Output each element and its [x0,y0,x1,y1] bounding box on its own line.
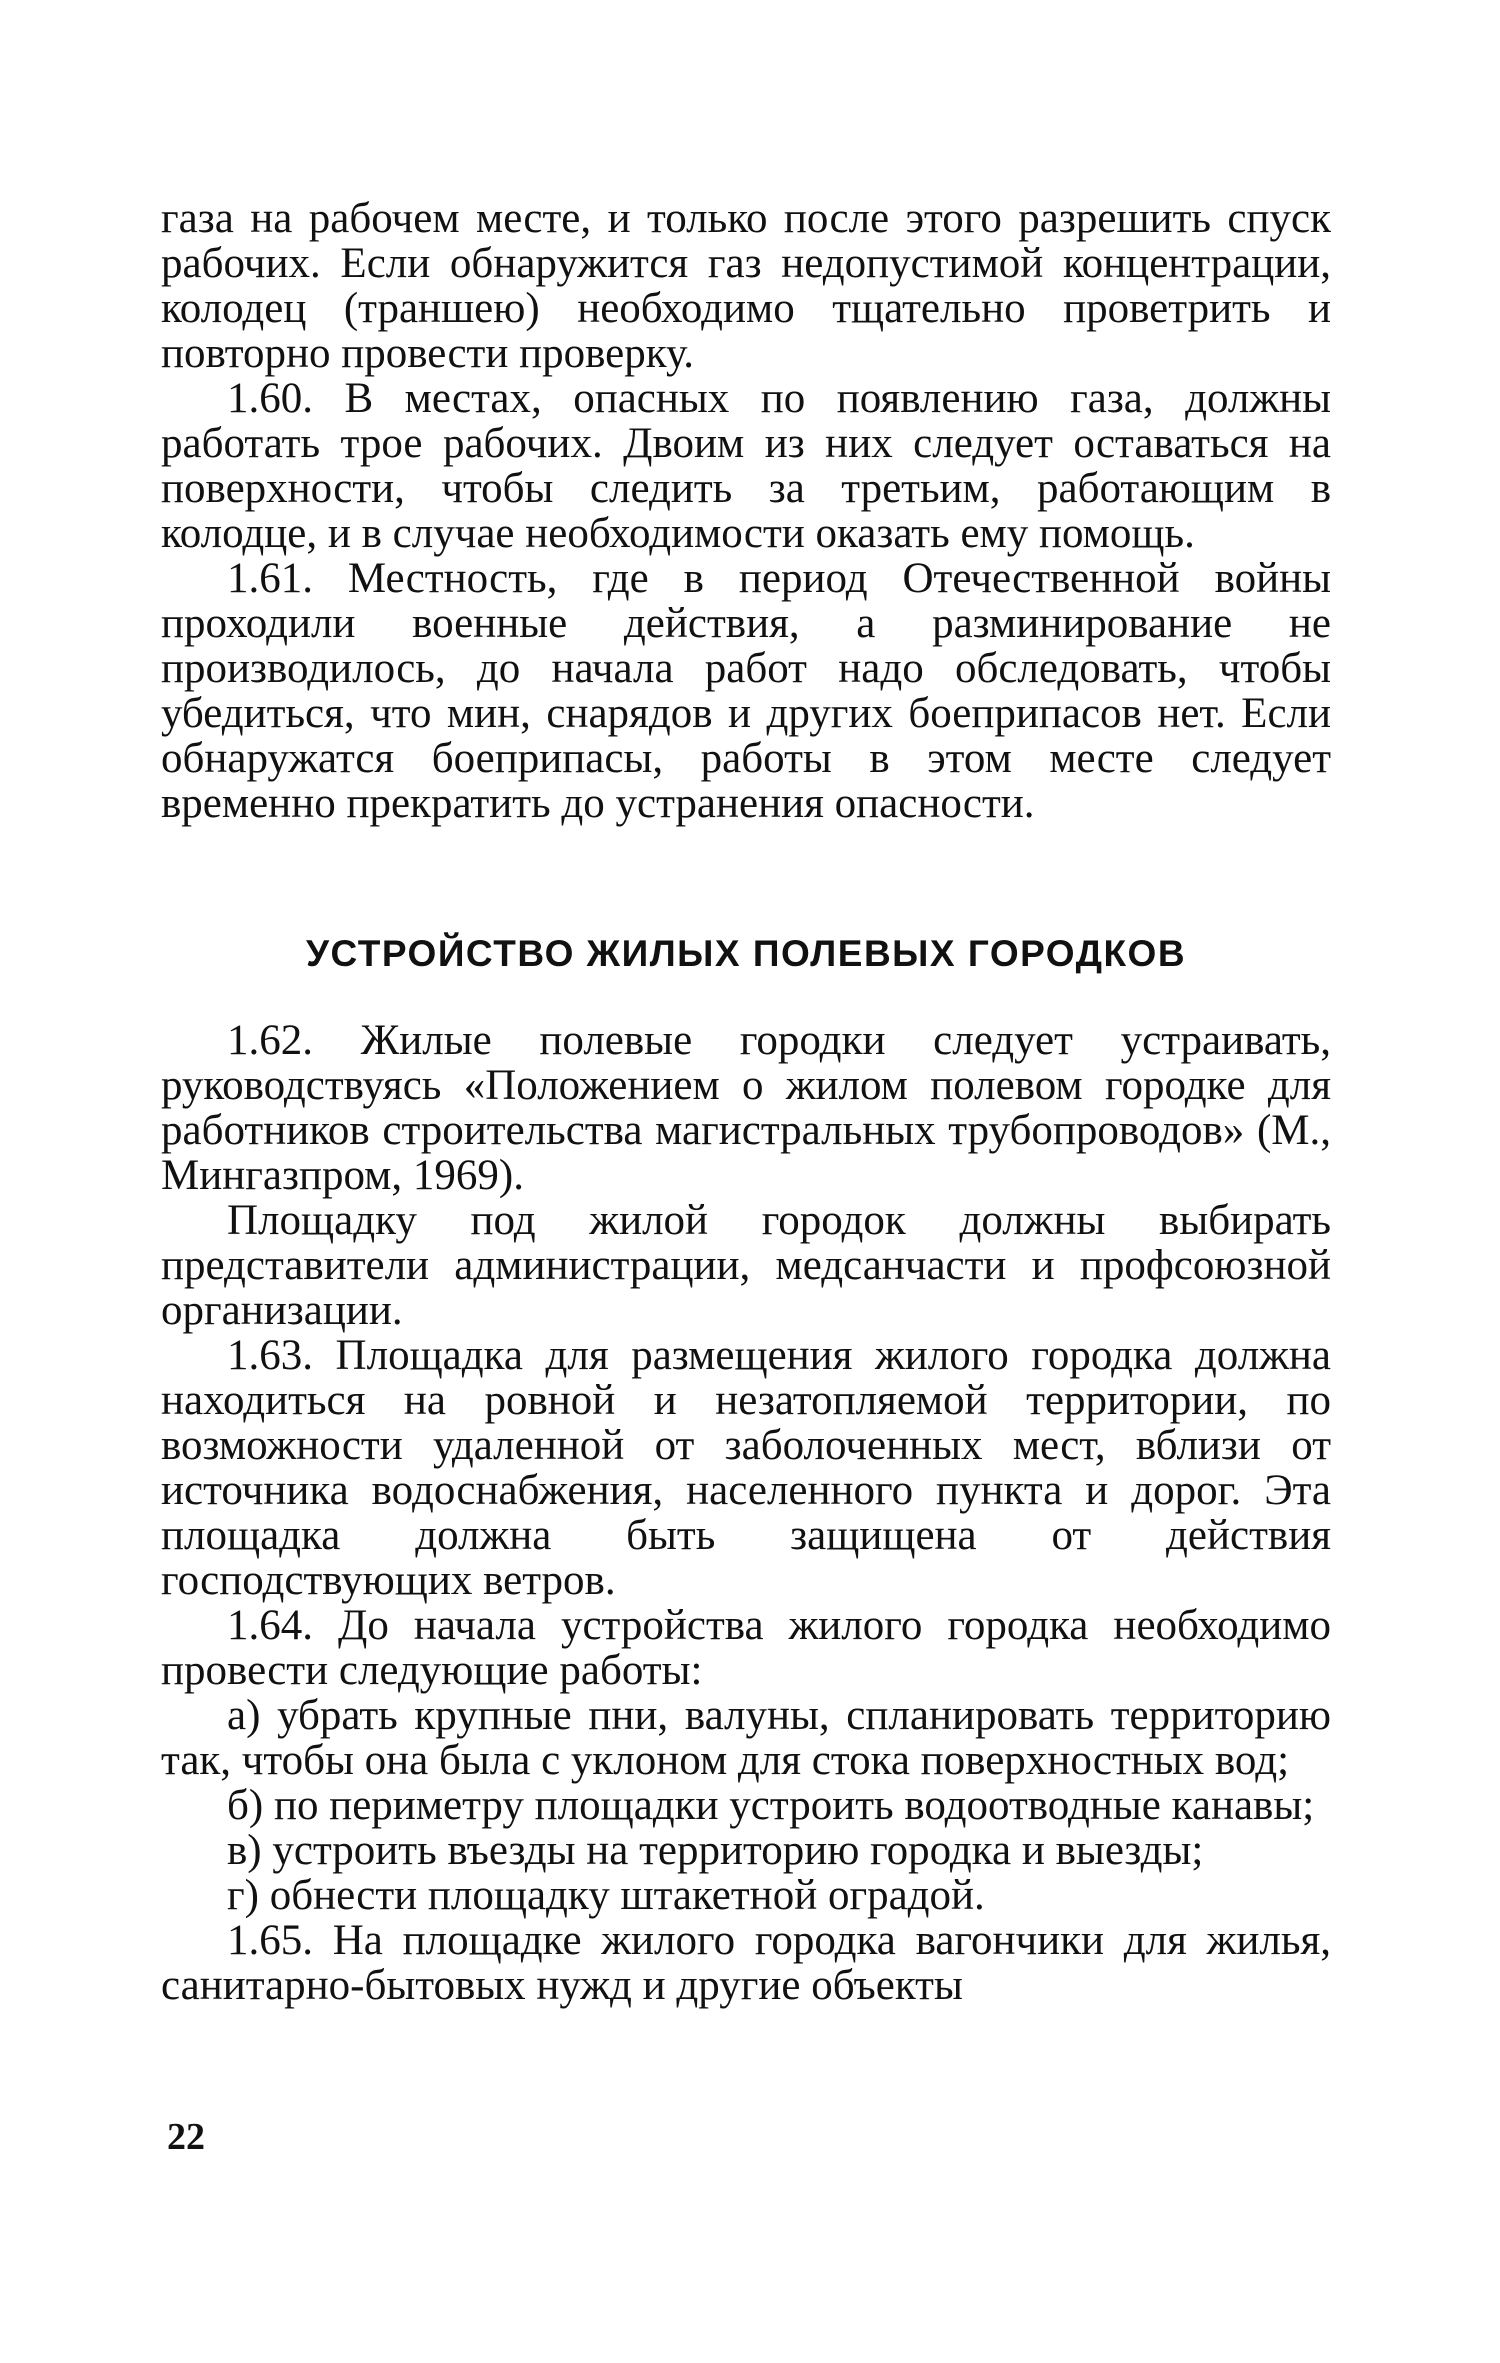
list-item-b: б) по периметру площадки устроить водоотводные канавы; [227,1782,1315,1829]
paragraph-1-65: 1.65. На площадке жилого городка вагончики для жилья, санитарно-бытовых нужд и другие объекты [161,1917,1331,2009]
paragraph-1-64: 1.64. До начала устройства жилого городка необходимо провести следующие работы: [161,1602,1331,1694]
page-number: 22 [167,2116,205,2158]
list-item-v: в) устроить въезды на территорию городка и выезды; [227,1827,1204,1874]
text-section-top [161,196,1331,826]
list-item-a: а) убрать крупные пни, валуны, спланировать территорию так, чтобы она была с уклоном для стока поверхностных вод; [161,1692,1331,1784]
text-section-bottom [161,1018,1331,2008]
list-item-g: г) обнести площадку штакетной оградой. [227,1872,985,1919]
paragraph-1-62: 1.62. Жилые полевые городки следует устраивать, руководствуясь «Положением о жилом полевом городке для работников строительства магистральных трубопроводов» (М., Мингазпром, 1969). [161,1017,1331,1199]
section-heading: УСТРОЙСТВО ЖИЛЫХ ПОЛЕВЫХ ГОРОДКОВ [305,933,1187,974]
paragraph-1-60: 1.60. В местах, опасных по появлению газа, должны работать трое рабочих. Двоим из них следует оставаться на поверхности, чтобы следить за третьим, работающим в колодце, и в случае необходимости оказать ему помощь. [161,375,1331,557]
paragraph-site-selection: Площадку под жилой городок должны выбирать представители администрации, медсанчасти и профсоюзной организации. [161,1197,1331,1334]
paragraph-gas-check-continued: газа на рабочем месте, и только после этого разрешить спуск рабочих. Если обнаружится газ недопустимой концентрации, колодец (траншею) необходимо тщательно проветрить и повторно провести проверку. [161,195,1331,377]
paragraph-1-61: 1.61. Местность, где в период Отечественной войны проходили военные действия, а разминирование не производилось, до начала работ надо обследовать, чтобы убедиться, что мин, снарядов и других боеприпасов нет. Если обнаружатся боеприпасы, работы в этом месте следует временно прекратить до устранения опасности. [161,555,1331,827]
paragraph-1-63: 1.63. Площадка для размещения жилого городка должна находиться на ровной и незатопляемой территории, по возможности удаленной от заболоченных мест, вблизи от источника водоснабжения, населенного пункта и дорог. Эта площадка должна быть защищена от действия господствующих ветров. [161,1332,1331,1604]
